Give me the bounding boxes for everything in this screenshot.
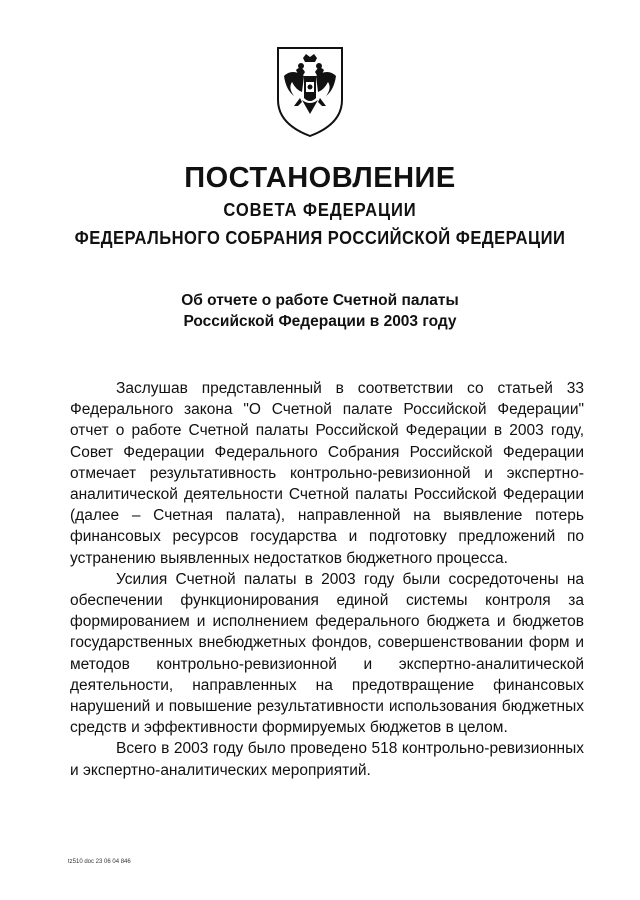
file-stamp: tz510 doc 23 06 04 846 bbox=[68, 859, 131, 865]
document-type-title: ПОСТАНОВЛЕНИЕ bbox=[184, 162, 456, 194]
issuer-line-2: ФЕДЕРАЛЬНОГО СОБРАНИЯ РОССИЙСКОЙ ФЕДЕРАЦИИ bbox=[74, 228, 566, 248]
body-paragraph-2: Усилия Счетной палаты в 2003 году были сосредоточены на обеспечении функционирования единой системы контроля за формированием и исполнением федерального бюджета и бюджетов государственных внебюджетных фондов, совершенствовании форм и методов контрольно-ревизионной и экспертно-аналитической деятельности, направленных на предотвращение финансовых нарушений и повышение результативности использования бюджетных средств и эффективности формируемых бюджетов в целом. bbox=[70, 570, 584, 737]
coat-of-arms-icon bbox=[274, 46, 346, 138]
subject-line-1: Об отчете о работе Счетной палаты bbox=[181, 292, 459, 309]
issuer-line-1: СОВЕТА ФЕДЕРАЦИИ bbox=[223, 200, 417, 220]
body-paragraph-1: Заслушав представленный в соответствии со статьей 33 Федерального закона "О Счетной палате Российской Федерации" отчет о работе Счетной палаты Российской Федерации в 2003 году, Совет Федерации Федерального Собрания Российской Федерации отмечает результативность контрольно-ревизионной и экспертно-аналитической деятельности Счетной палаты Российской Федерации (далее – Счетная палата), направленной на выявление потерь финансовых ресурсов государства и подготовку предложений по устранению выявленных недостатков бюджетного процесса. bbox=[70, 380, 584, 567]
document-body bbox=[70, 378, 584, 781]
subject-line-2: Российской Федерации в 2003 году bbox=[183, 313, 457, 330]
body-paragraph-3: Всего в 2003 году было проведено 518 контрольно-ревизионных и экспертно-аналитических мероприятий. bbox=[70, 740, 584, 779]
document-subject bbox=[0, 290, 640, 332]
